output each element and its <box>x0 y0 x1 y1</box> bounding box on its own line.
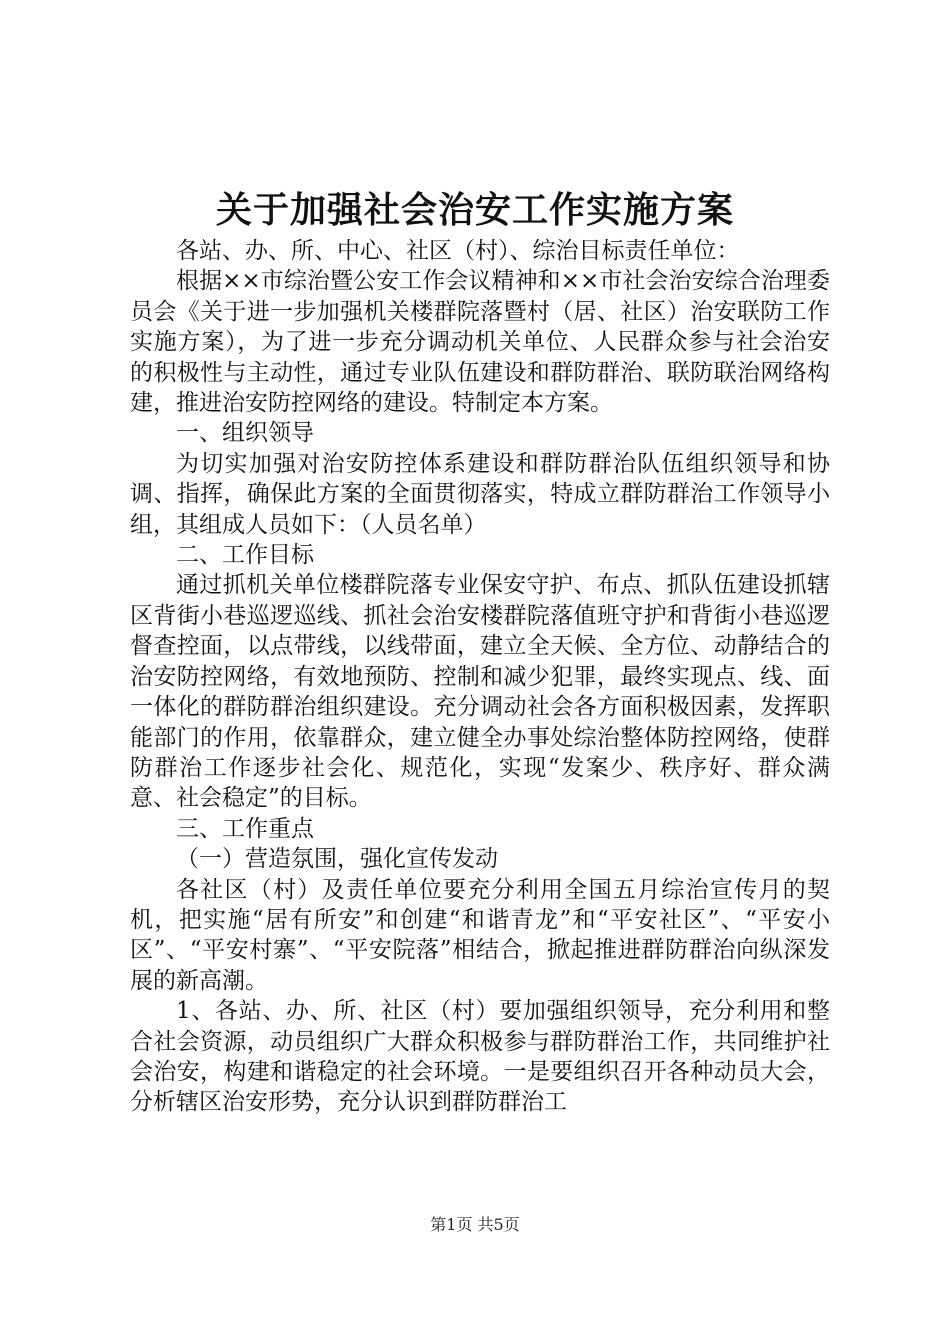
document-body <box>130 236 830 1118</box>
page-title: 关于加强社会治安工作实施方案 <box>215 189 734 231</box>
subsection-heading: （一）营造氛围，强化宣传发动 <box>176 846 498 873</box>
body-paragraph: 各社区（村）及责任单位要充分利用全国五月综治宣传月的契机，把实施“居有所安”和创建“和谐青龙”和“平安社区”、“平安小区”、“平安村寨”、“平安院落”相结合，掀起推进群防群治向纵深发展的新高潮。 <box>130 876 830 994</box>
body-paragraph: 1、各站、办、所、社区（村）要加强组织领导，充分利用和整合社会资源，动员组织广大群众积极参与群防群治工作，共同维护社会治安，构建和谐稳定的社会环境。一是要组织召开各种动员大会，分析辖区治安形势，充分认识到群防群治工 <box>130 998 830 1116</box>
body-paragraph: 通过抓机关单位楼群院落专业保安守护、布点、抓队伍建设抓辖区背街小巷巡逻巡线、抓社会治安楼群院落值班守护和背街小巷巡逻督查控面，以点带线，以线带面，建立全天候、全方位、动静结合的治安防控网络，有效地预防、控制和减少犯罪，最终实现点、线、面一体化的群防群治组织建设。充分调动社会各方面积极因素，发挥职能部门的作用，依靠群众，建立健全办事处综治整体防控网络，使群防群治工作逐步社会化、规范化，实现“发案少、秩序好、群众满意、社会稳定”的目标。 <box>130 572 830 812</box>
salutation-paragraph: 各站、办、所、中心、社区（村）、综治目标责任单位： <box>176 238 740 264</box>
page-number-footer: 第1页 共5页 <box>430 1215 520 1234</box>
section-heading: 三、工作重点 <box>176 815 314 842</box>
body-paragraph: 根据××市综治暨公安工作会议精神和××市社会治安综合治理委员会《关于进一步加强机关楼群院落暨村（居、社区）治安联防工作实施方案），为了进一步充分调动机关单位、人民群众参与社会治安的积极性与主动性，通过专业队伍建设和群防群治、联防联治网络构建，推进治安防控网络的建设。特制定本方案。 <box>130 268 830 417</box>
section-heading: 一、组织领导 <box>176 420 314 447</box>
body-paragraph: 为切实加强对治安防控体系建设和群防群治队伍组织领导和协调、指挥，确保此方案的全面贯彻落实，特成立群防群治工作领导小组，其组成人员如下：（人员名单） <box>130 450 830 538</box>
section-heading: 二、工作目标 <box>176 542 314 569</box>
